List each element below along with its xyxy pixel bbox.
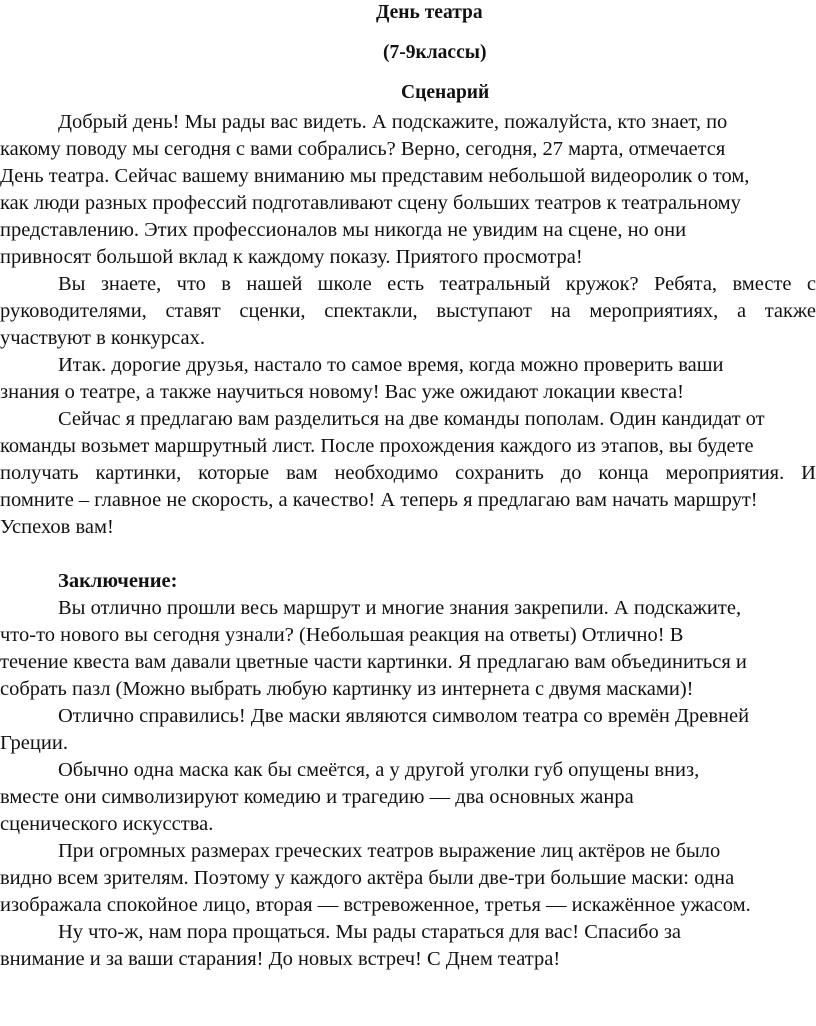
text-line: Вы отлично прошли весь маршрут и многие знания закрепили. А подскажите, bbox=[58, 597, 742, 619]
text-line: Сейчас я предлагаю вам разделиться на две команды пополам. Один кандидат от bbox=[58, 408, 765, 430]
text-line: как люди разных профессий подготавливают сцену больших театров к театральному bbox=[0, 192, 741, 214]
document-subtitle: (7-9классы) bbox=[383, 42, 487, 63]
text-line: что-то нового вы сегодня узнали? (Небольшая реакция на ответы) Отлично! В bbox=[0, 624, 684, 646]
text-line: вместе они символизируют комедию и трагедию — два основных жанра bbox=[0, 786, 634, 808]
text-line: При огромных размерах греческих театров выражение лиц актёров не было bbox=[58, 840, 721, 862]
text-line: видно всем зрителям. Поэтому у каждого актёра были две-три большие маски: одна bbox=[0, 867, 735, 889]
text-line: какому поводу мы сегодня с вами собрались? Верно, сегодня, 27 марта, отмечается bbox=[0, 138, 726, 160]
text-line: Обычно одна маска как бы смеётся, а у другой уголки губ опущены вниз, bbox=[58, 759, 700, 781]
scenario-heading: Сценарий bbox=[401, 82, 490, 103]
text-line: Вы знаете, что в нашей школе есть театральный кружок? Ребята, вместе с bbox=[58, 273, 816, 295]
text-line: Ну что-ж, нам пора прощаться. Мы рады стараться для вас! Спасибо за bbox=[58, 921, 682, 943]
text-line: руководителями, ставят сценки, спектакли, выступают на мероприятиях, а также bbox=[0, 300, 816, 322]
text-line: привносят большой вклад к каждому показу. Приятого просмотра! bbox=[0, 246, 583, 268]
text-line: помните – главное не скорость, а качество! А теперь я предлагаю вам начать маршрут! bbox=[0, 489, 758, 511]
text-line: внимание и за ваши старания! До новых встреч! С Днем театра! bbox=[0, 948, 561, 970]
text-line: представлению. Этих профессионалов мы никогда не увидим на сцене, но они bbox=[0, 219, 687, 241]
text-line: собрать пазл (Можно выбрать любую картинку из интернета с двумя масками)! bbox=[0, 678, 694, 700]
text-line: Итак. дорогие друзья, настало то самое время, когда можно проверить ваши bbox=[58, 354, 724, 376]
text-line: Греции. bbox=[0, 732, 68, 754]
text-line: сценического искусства. bbox=[0, 813, 214, 835]
conclusion-heading: Заключение: bbox=[58, 570, 178, 592]
document-title: День театра bbox=[376, 2, 483, 23]
text-line: получать картинки, которые вам необходимо сохранить до конца мероприятия. И bbox=[0, 462, 816, 484]
text-line: знания о театре, а также научиться новому! Вас уже ожидают локации квеста! bbox=[0, 381, 684, 403]
text-line: Добрый день! Мы рады вас видеть. А подскажите, пожалуйста, кто знает, по bbox=[58, 111, 728, 133]
text-line: изображала спокойное лицо, вторая — встревоженное, третья — искажённое ужасом. bbox=[0, 894, 751, 916]
text-line: участвуют в конкурсах. bbox=[0, 327, 206, 349]
text-line: команды возьмет маршрутный лист. После прохождения каждого из этапов, вы будете bbox=[0, 435, 754, 457]
text-line: течение квеста вам давали цветные части картинки. Я предлагаю вам объединиться и bbox=[0, 651, 747, 673]
text-line: Отлично справились! Две маски являются символом театра со времён Древней bbox=[58, 705, 750, 727]
text-line: День театра. Сейчас вашему вниманию мы представим небольшой видеоролик о том, bbox=[0, 165, 750, 187]
text-line: Успехов вам! bbox=[0, 516, 114, 538]
